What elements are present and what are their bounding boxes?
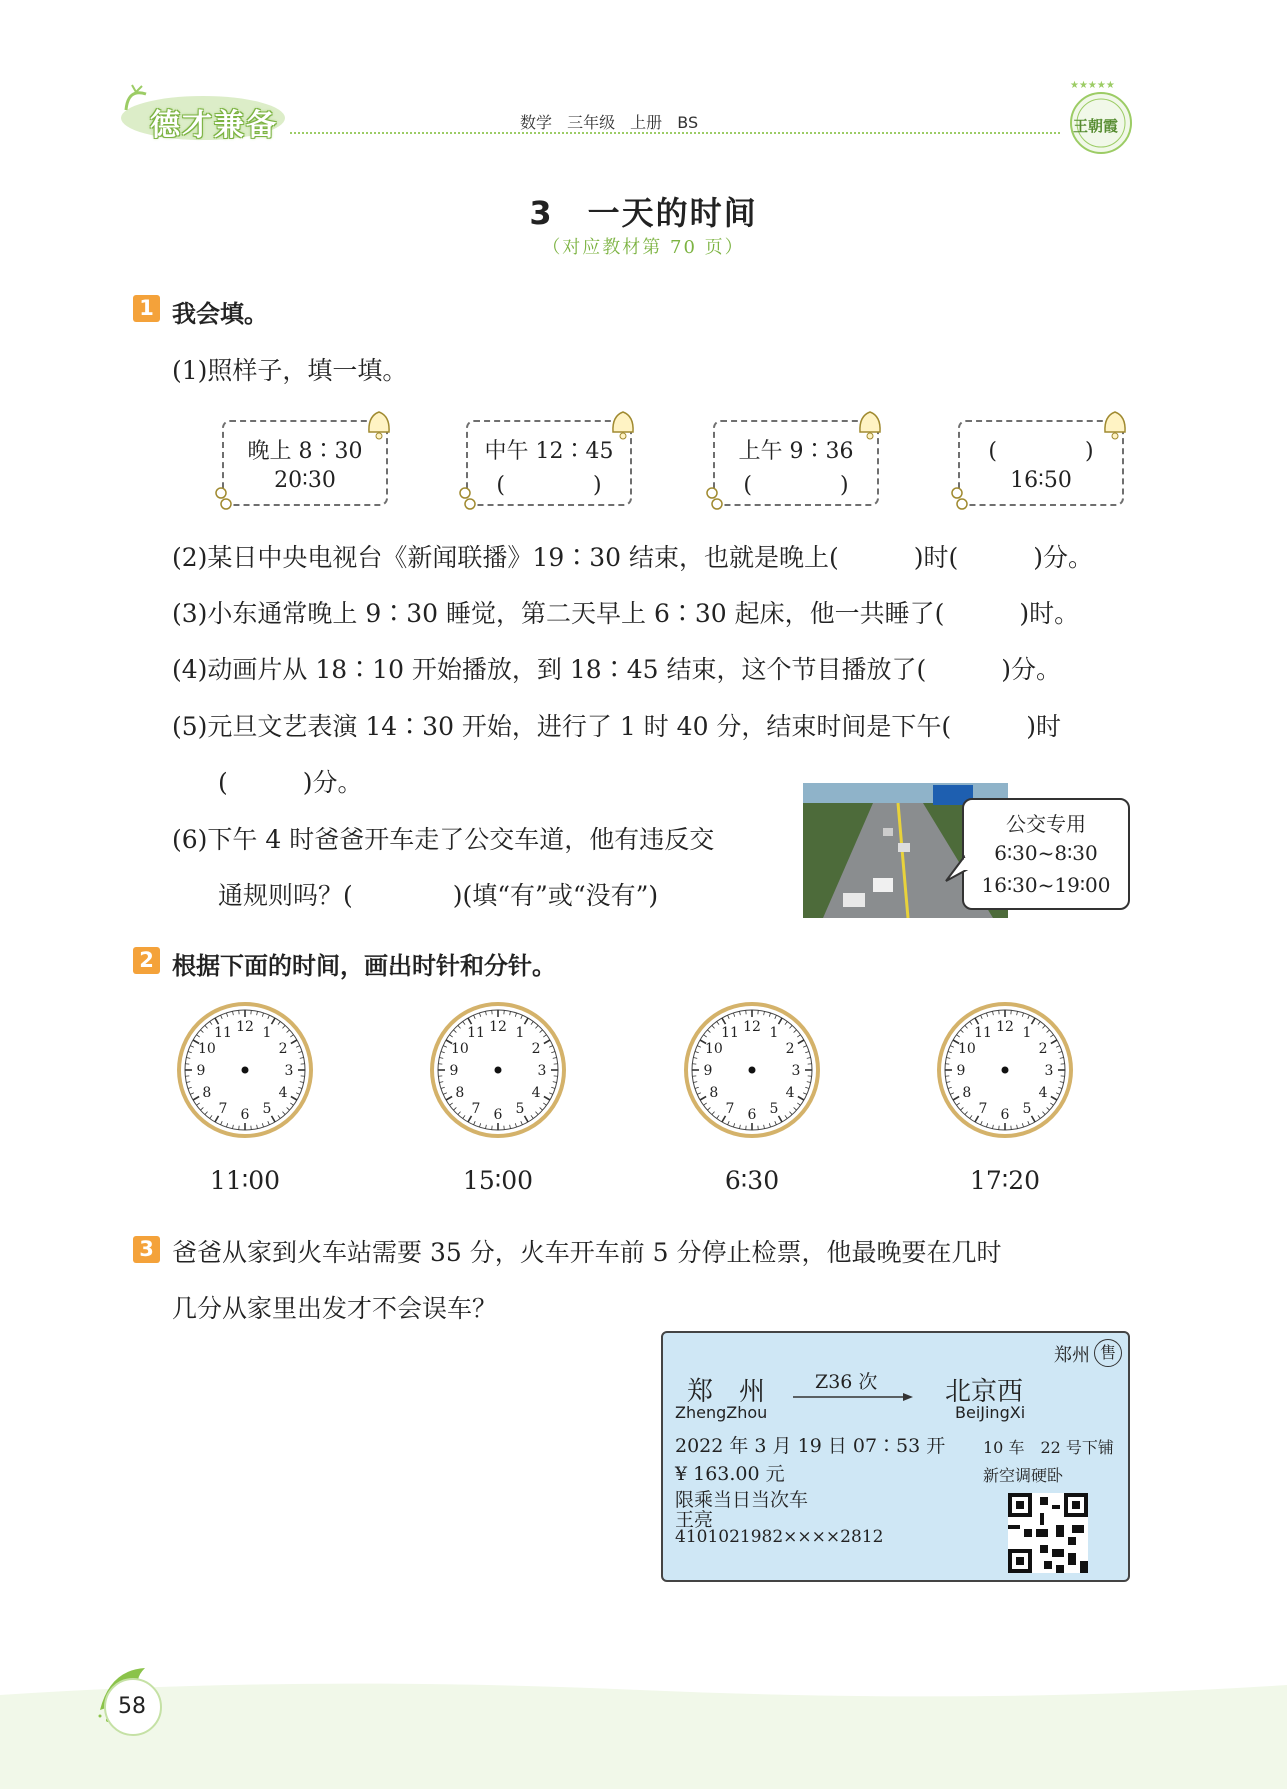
time-card-answer[interactable]: ( ) [496,473,602,498]
question-1-4: (4)动画片从 18∶10 开始播放，到 18∶45 结束，这个节目播放了( )分。 [172,655,1061,684]
clock-number: 10 [450,1041,469,1057]
ticket-from-en: ZhengZhou [675,1403,768,1422]
bus-lane-title: 公交专用 [1006,812,1086,836]
clock-face[interactable] [428,1000,568,1140]
time-card-answer[interactable]: ( ) [743,473,849,498]
question-1-6-line2: 通规则吗？( )(填“有”或“没有”) [218,881,659,910]
time-card-line2: 20∶30 [274,468,336,493]
section-number-3: 3 [133,1236,160,1263]
clock-number: 8 [962,1085,972,1101]
time-card-line1: 中午 12∶45 [484,439,614,464]
clock-number: 12 [236,1019,254,1035]
section-2-heading: 根据下面的时间，画出时针和分针。 [172,952,556,980]
clock-number: 5 [262,1101,272,1118]
clock-number: 6 [240,1107,250,1123]
author-badge-text: 王朝霞 [1073,117,1119,135]
section-number-2: 2 [133,947,160,974]
clock-number: 7 [725,1101,735,1118]
clock-time-label: 15∶00 [462,1166,534,1195]
clock-number: 3 [284,1063,294,1079]
question-3-line2: 几分从家里出发才不会误车？ [172,1294,498,1323]
time-card-answer[interactable]: ( ) [988,439,1094,464]
bell-icon [606,408,640,442]
ticket-passenger-name: 王亮 [675,1509,714,1531]
clock-number: 10 [957,1041,976,1057]
lesson-title: 3 一天的时间 [529,194,758,232]
bell-icon [853,408,887,442]
clock-number: 11 [721,1024,739,1041]
section-1-heading: 我会填。 [172,300,268,328]
clock-center [495,1067,502,1074]
time-card-line1: 晚上 8∶30 [247,439,363,464]
rings-icon [214,486,234,512]
clock-number: 2 [531,1041,541,1057]
clock-number: 5 [515,1101,525,1118]
clock-number: 9 [703,1063,713,1079]
clock-number: 10 [704,1041,723,1057]
clock-number: 10 [197,1041,216,1057]
bubble-pointer [940,855,970,885]
ticket-seat: 10 车 22 号下铺 [983,1438,1114,1457]
clock-number: 3 [537,1063,547,1079]
clock-number: 7 [978,1101,988,1118]
clock-number: 7 [471,1101,481,1118]
question-1-6-line1: (6)下午 4 时爸爸开车走了公交车道，他有违反交 [172,825,715,854]
clock-face[interactable] [682,1000,822,1140]
bus-lane-time-morning: 6∶30~8∶30 [994,841,1098,865]
page-number: 58 [118,1694,146,1719]
clock-center [1002,1067,1009,1074]
clock-number: 5 [769,1101,779,1118]
question-3-line1: 爸爸从家到火车站需要 35 分，火车开车前 5 分停止检票，他最晚要在几时 [172,1238,1002,1267]
clock-number: 9 [956,1063,966,1079]
clock-number: 2 [278,1041,288,1057]
clock-number: 1 [1022,1024,1032,1041]
question-1-2: (2)某日中央电视台《新闻联播》19∶30 结束，也就是晚上( )时( )分。 [172,543,1093,572]
time-card-line2: 16∶50 [1010,468,1072,493]
clock-number: 2 [1038,1041,1048,1057]
clock-number: 8 [709,1085,719,1101]
ticket-station-top: 郑州 [1054,1345,1090,1366]
clock-time-label: 17∶20 [969,1166,1041,1195]
clock-number: 1 [515,1024,525,1041]
clock-face[interactable] [935,1000,1075,1140]
ticket-train-number: Z36 次 [815,1371,878,1393]
question-1-3: (3)小东通常晚上 9∶30 睡觉，第二天早上 6∶30 起床，他一共睡了( )时。 [172,599,1080,628]
clock-number: 3 [1044,1063,1054,1079]
bus-lane-time-evening: 16∶30~19∶00 [981,873,1111,897]
clock-number: 6 [1000,1107,1010,1123]
ticket-price: ¥ 163.00 元 [675,1463,785,1485]
clock-number: 4 [785,1085,795,1101]
footer-wave [0,1655,1287,1789]
time-card-line1: 上午 9∶36 [738,439,854,464]
clock-face[interactable] [175,1000,315,1140]
ticket-from-cn: 郑 州 [687,1377,766,1407]
question-1-5-line2: ( )分。 [218,768,363,797]
rings-icon [705,486,725,512]
question-1-1: (1)照样子，填一填。 [172,356,408,385]
svg-text:★★★★★: ★★★★★ [1070,80,1115,91]
lesson-subtitle: （对应教材第 70 页） [542,237,745,258]
ticket-to-en: BeiJingXi [955,1403,1026,1422]
clock-number: 12 [489,1019,507,1035]
clock-number: 4 [278,1085,288,1101]
ticket-datetime: 2022 年 3 月 19 日 07∶53 开 [675,1435,946,1457]
clock-number: 7 [218,1101,228,1118]
qr-code-icon [1008,1493,1088,1573]
clock-number: 1 [262,1024,272,1041]
question-1-5-line1: (5)元旦文艺表演 14∶30 开始，进行了 1 时 40 分，结束时间是下午( )时 [172,712,1061,741]
bell-icon [1098,408,1132,442]
ticket-to-cn: 北京西 [945,1377,1024,1407]
clock-number: 8 [455,1085,465,1101]
clock-number: 11 [214,1024,232,1041]
bus-lane-sign-bubble [962,798,1130,910]
clock-number: 6 [747,1107,757,1123]
clock-number: 9 [196,1063,206,1079]
clock-number: 12 [996,1019,1014,1035]
clock-center [242,1067,249,1074]
clock-number: 11 [974,1024,992,1041]
bell-icon [362,408,396,442]
clock-number: 12 [743,1019,761,1035]
clock-number: 3 [791,1063,801,1079]
clock-center [749,1067,756,1074]
ticket-limit: 限乘当日当次车 [675,1489,809,1511]
clock-number: 9 [449,1063,459,1079]
clock-number: 2 [785,1041,795,1057]
section-number-1: 1 [133,295,160,322]
arrow-right-icon [793,1391,913,1403]
rings-icon [458,486,478,512]
clock-number: 4 [531,1085,541,1101]
ticket-id-number: 4101021982××××2812 [675,1527,884,1547]
clock-number: 4 [1038,1085,1048,1101]
ticket-seat-type: 新空调硬卧 [983,1466,1064,1485]
rings-icon [950,486,970,512]
clock-number: 6 [493,1107,503,1123]
brand-logo-text: 德才兼备 [150,108,278,143]
ticket-sale-mark: 售 [1094,1339,1122,1367]
clock-time-label: 11∶00 [209,1166,281,1195]
header-subject: 数学 三年级 上册 BS [520,113,699,132]
clock-time-label: 6∶30 [724,1166,780,1195]
clock-number: 11 [467,1024,485,1041]
clock-number: 8 [202,1085,212,1101]
clock-number: 1 [769,1024,779,1041]
clock-number: 5 [1022,1101,1032,1118]
train-ticket [661,1331,1130,1582]
